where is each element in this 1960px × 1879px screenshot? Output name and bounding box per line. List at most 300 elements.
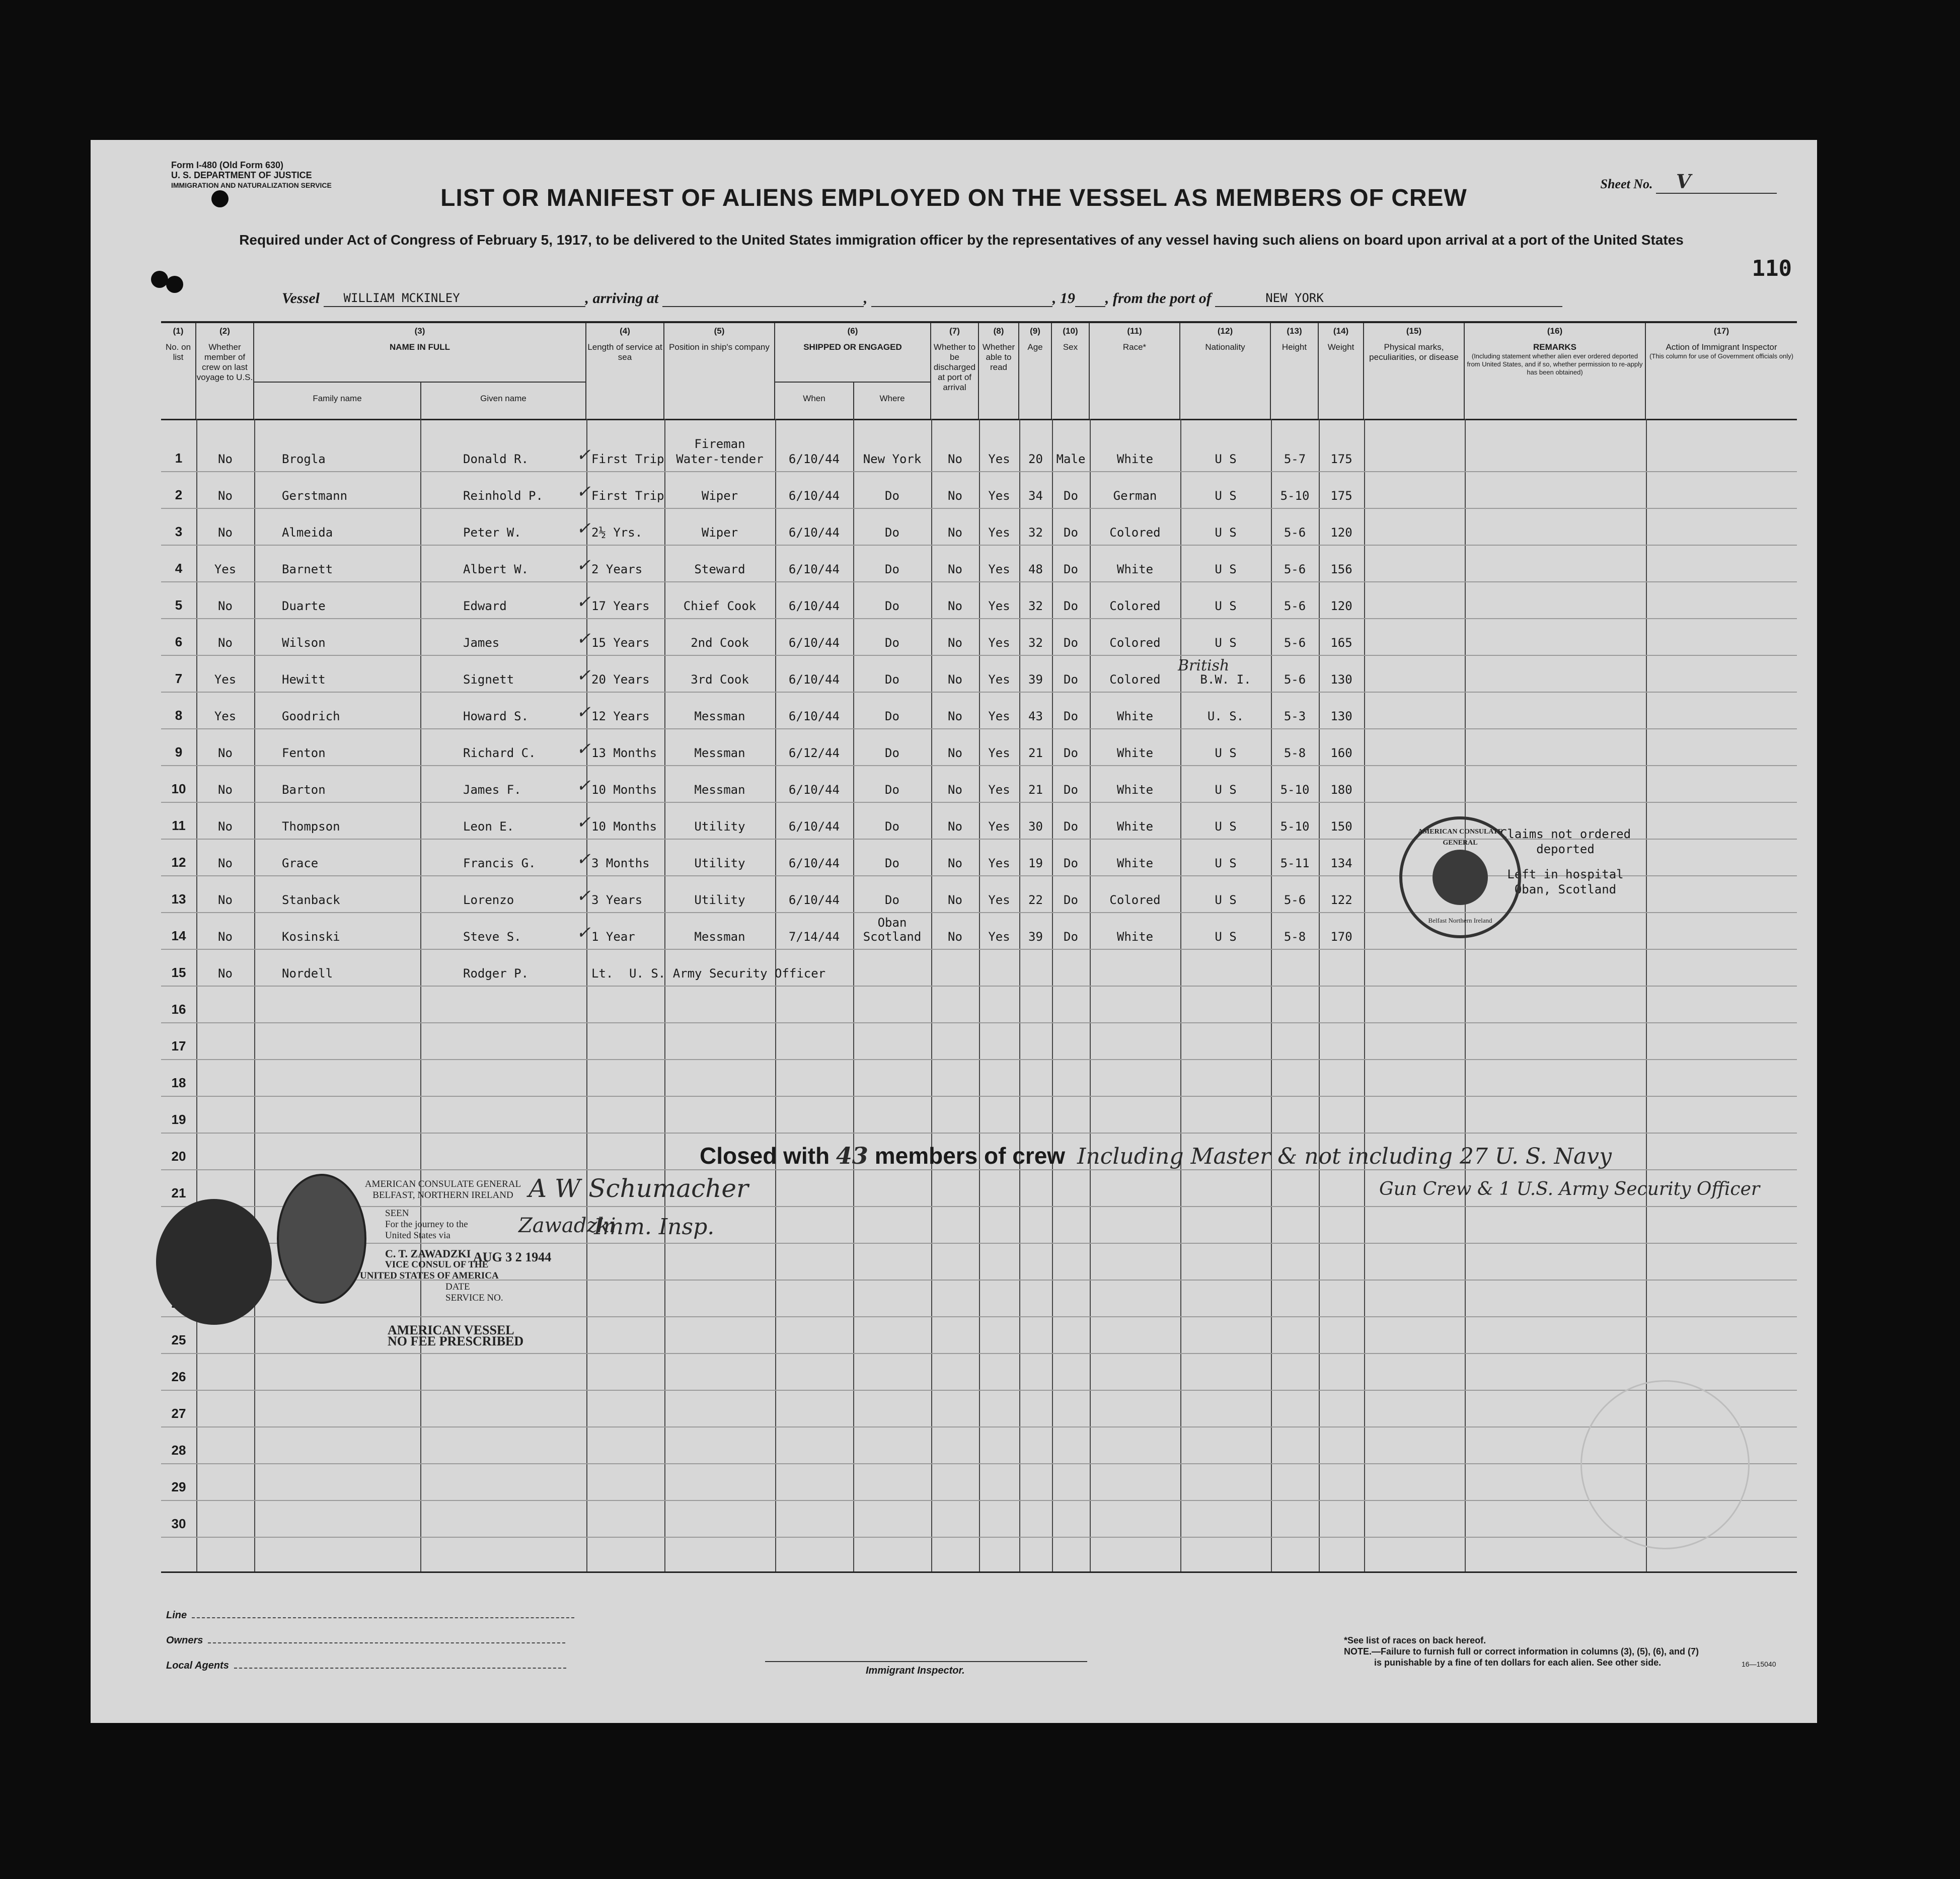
cell-last: No xyxy=(218,966,233,981)
cell-race: Colored xyxy=(1109,636,1161,650)
cell-when: 7/14/44 xyxy=(788,930,840,944)
cell-nat: U S xyxy=(1215,746,1237,760)
cell-nat: U S xyxy=(1215,893,1237,907)
cell-position-top: Fireman xyxy=(694,437,745,451)
cell-last: No xyxy=(218,856,233,870)
check-mark: ✓ xyxy=(576,629,591,649)
cell-nat: U. S. xyxy=(1207,709,1244,723)
cell-weight: 122 xyxy=(1330,893,1352,907)
cell-no: 7 xyxy=(175,671,183,686)
check-mark: ✓ xyxy=(576,886,591,906)
cell-given: Richard C. xyxy=(463,746,536,760)
cell-when: 6/10/44 xyxy=(788,709,840,723)
cell-height: 5-8 xyxy=(1284,746,1306,760)
cell-read: Yes xyxy=(988,709,1010,723)
table-row xyxy=(161,435,1797,472)
header-service: (4) Length of service at sea xyxy=(586,323,664,419)
cell-sex: Do xyxy=(1064,672,1078,687)
cell-age: 32 xyxy=(1028,599,1043,613)
cell-sex: Do xyxy=(1064,525,1078,540)
check-mark: ✓ xyxy=(576,776,591,796)
cell-race: White xyxy=(1116,562,1154,576)
cell-disch: No xyxy=(948,856,962,870)
cell-family: Wilson xyxy=(282,636,326,650)
cell-service: 10 Months xyxy=(591,819,657,834)
cell-last: No xyxy=(218,930,233,944)
cell-age: 30 xyxy=(1028,819,1043,834)
cell-race: White xyxy=(1116,930,1154,944)
cell-age: 34 xyxy=(1028,489,1043,503)
cell-no: 3 xyxy=(175,524,183,539)
cell-weight: 134 xyxy=(1330,856,1352,870)
cell-position: Utility xyxy=(694,893,745,907)
cell-given: Signett xyxy=(463,672,514,687)
cell-no: 29 xyxy=(171,1479,186,1494)
cell-last: No xyxy=(218,525,233,540)
cell-where: Do xyxy=(885,489,899,503)
cell-sex: Do xyxy=(1064,709,1078,723)
table-row xyxy=(161,1354,1797,1391)
cell-sex: Do xyxy=(1064,783,1078,797)
cell-disch: No xyxy=(948,452,962,466)
header-age: (9) Age xyxy=(1019,323,1052,419)
cell-nationality-note: British xyxy=(1178,657,1230,674)
table-row xyxy=(161,619,1797,656)
cell-age: 21 xyxy=(1028,783,1043,797)
cell-position: Messman xyxy=(694,746,745,760)
inspector-signature: A W Schumacher xyxy=(529,1174,748,1203)
footer xyxy=(161,1590,1797,1710)
table-row xyxy=(161,1501,1797,1538)
cell-nat: U S xyxy=(1215,562,1237,576)
cell-no: 8 xyxy=(175,708,183,723)
remarks-claims: Claims not ordered deported xyxy=(1499,827,1631,856)
cell-read: Yes xyxy=(988,562,1010,576)
header-remarks: (16) REMARKS (Including statement whether alien ever ordered deported from United States, and if so, whether permission to re-apply has been obtained) xyxy=(1465,323,1646,419)
cell-where: Do xyxy=(885,893,899,907)
cell-when: 6/10/44 xyxy=(788,452,840,466)
cell-age: 22 xyxy=(1028,893,1043,907)
cell-race: Colored xyxy=(1109,599,1161,613)
cell-given: Lorenzo xyxy=(463,893,514,907)
cell-when: 6/10/44 xyxy=(788,783,840,797)
table-row xyxy=(161,1023,1797,1060)
cell-age: 32 xyxy=(1028,525,1043,540)
cell-nat: U S xyxy=(1215,452,1237,466)
header-read: (8) Whether able to read xyxy=(979,323,1019,419)
cell-position: Chief Cook xyxy=(683,599,757,613)
cell-given: Donald R. xyxy=(463,452,529,466)
cell-no: 4 xyxy=(175,561,183,576)
table-row xyxy=(161,950,1797,987)
cell-read: Yes xyxy=(988,783,1010,797)
cell-age: 32 xyxy=(1028,636,1043,650)
cell-height: 5-6 xyxy=(1284,636,1306,650)
cell-weight: 175 xyxy=(1330,452,1352,466)
cell-service: 12 Years xyxy=(591,709,650,723)
cell-race: Colored xyxy=(1109,672,1161,687)
footer-owners: Owners xyxy=(166,1635,565,1646)
cell-disch: No xyxy=(948,672,962,687)
punch-hole xyxy=(166,276,183,293)
cell-when: 6/10/44 xyxy=(788,599,840,613)
punch-hole xyxy=(151,271,168,288)
footer-code: 16—15040 xyxy=(1742,1660,1776,1668)
cell-disch: No xyxy=(948,930,962,944)
cell-family: Barnett xyxy=(282,562,333,576)
cell-family: Thompson xyxy=(282,819,340,834)
consulate-stamp: AMERICAN CONSULATE GENERAL BELFAST, NORTHERN IRELAND SEEN For the journey to the United States via C. T. ZAWADZKI VICE CONSUL OF THE UNITED STATES OF AMERICA DATE SERVICE NO. xyxy=(360,1179,521,1303)
cell-last: No xyxy=(218,893,233,907)
consulate-round-stamp: AMERICAN CONSULATE GENERAL Belfast Northern Ireland xyxy=(1399,816,1521,938)
cell-height: 5-6 xyxy=(1284,672,1306,687)
vessel-stamp: AMERICAN VESSEL NO FEE PRESCRIBED xyxy=(388,1323,524,1348)
cell-given: Steve S. xyxy=(463,930,521,944)
cell-read: Yes xyxy=(988,746,1010,760)
cell-service: First Trip xyxy=(591,489,664,503)
cell-family: Gerstmann xyxy=(282,489,348,503)
cell-no: 20 xyxy=(171,1149,186,1164)
cell-service: 2½ Yrs. xyxy=(591,525,643,540)
cell-height: 5-10 xyxy=(1280,783,1310,797)
footer-notes: *See list of races on back hereof. NOTE.—Failure to furnish full or correct information in columns (3), (5), (6), and (7) is punishable by a fine of ten dollars for each alien. See other side. xyxy=(1344,1635,1699,1668)
cell-given: Albert W. xyxy=(463,562,529,576)
cell-sex: Do xyxy=(1064,819,1078,834)
cell-when: 6/10/44 xyxy=(788,562,840,576)
cell-nat: U S xyxy=(1215,599,1237,613)
cell-height: 5-6 xyxy=(1284,893,1306,907)
remarks-hospital: Left in hospital Oban, Scotland xyxy=(1507,867,1624,896)
cell-family: Hewitt xyxy=(282,672,326,687)
check-mark: ✓ xyxy=(576,665,591,686)
cell-age: 21 xyxy=(1028,746,1043,760)
cell-disch: No xyxy=(948,599,962,613)
header-physical: (15) Physical marks, peculiarities, or disease xyxy=(1364,323,1465,419)
cell-no: 18 xyxy=(171,1075,186,1090)
cell-no: 5 xyxy=(175,597,183,613)
date-field xyxy=(871,291,1052,307)
cell-read: Yes xyxy=(988,452,1010,466)
cell-nat: U S xyxy=(1215,783,1237,797)
cell-position: 3rd Cook xyxy=(691,672,749,687)
cell-disch: No xyxy=(948,489,962,503)
cell-race: White xyxy=(1116,709,1154,723)
cell-when: 6/10/44 xyxy=(788,672,840,687)
cell-no: 9 xyxy=(175,744,183,760)
cell-read: Yes xyxy=(988,893,1010,907)
cell-family: Nordell xyxy=(282,966,333,981)
cell-position: Water-tender xyxy=(676,452,764,466)
check-mark: ✓ xyxy=(576,812,591,833)
cell-service: 3 Years xyxy=(591,893,643,907)
cell-height: 5-3 xyxy=(1284,709,1306,723)
cell-position: Utility xyxy=(694,819,745,834)
cell-race: White xyxy=(1116,783,1154,797)
cell-weight: 170 xyxy=(1330,930,1352,944)
check-mark: ✓ xyxy=(576,592,591,612)
table-row xyxy=(161,729,1797,766)
cell-position-note: U. S. Army Security Officer xyxy=(629,966,826,981)
cell-no: 14 xyxy=(171,928,186,943)
table-row xyxy=(161,472,1797,509)
cell-last: Yes xyxy=(214,672,237,687)
cell-weight: 180 xyxy=(1330,783,1352,797)
cell-weight: 120 xyxy=(1330,525,1352,540)
cell-service: 20 Years xyxy=(591,672,650,687)
cell-family: Barton xyxy=(282,783,326,797)
cell-position: Wiper xyxy=(701,525,738,540)
cell-race: White xyxy=(1116,819,1154,834)
cell-service: 1 Year xyxy=(591,930,635,944)
cell-weight: 175 xyxy=(1330,489,1352,503)
cell-no: 17 xyxy=(171,1038,186,1054)
cell-weight: 130 xyxy=(1330,709,1352,723)
header-action: (17) Action of Immigrant Inspector (This column for use of Government officials only) xyxy=(1649,326,1793,360)
cell-disch: No xyxy=(948,783,962,797)
cell-given: Peter W. xyxy=(463,525,521,540)
cell-when: 6/10/44 xyxy=(788,856,840,870)
cell-read: Yes xyxy=(988,819,1010,834)
cell-service: 15 Years xyxy=(591,636,650,650)
header-no: (1) No. on list xyxy=(161,323,196,419)
cell-where: Do xyxy=(885,562,899,576)
cell-height: 5-8 xyxy=(1284,930,1306,944)
page-subtitle: Required under Act of Congress of February 5, 1917, to be delivered to the United States immigration officer by the representatives of any vessel having such aliens on board upon arrival at a port of the United States xyxy=(239,232,1684,248)
cell-last: No xyxy=(218,636,233,650)
cell-disch: No xyxy=(948,709,962,723)
cell-race: German xyxy=(1113,489,1157,503)
wax-seal xyxy=(156,1199,272,1325)
cell-sex: Do xyxy=(1064,930,1078,944)
cell-disch: No xyxy=(948,562,962,576)
cell-family: Almeida xyxy=(282,525,333,540)
cell-nat: U S xyxy=(1215,489,1237,503)
cell-disch: No xyxy=(948,746,962,760)
cell-family: Goodrich xyxy=(282,709,340,723)
cell-height: 5-6 xyxy=(1284,525,1306,540)
cell-sex: Do xyxy=(1064,746,1078,760)
cell-height: 5-10 xyxy=(1280,819,1310,834)
cell-no: 12 xyxy=(171,855,186,870)
cell-age: 43 xyxy=(1028,709,1043,723)
cell-position: Messman xyxy=(694,783,745,797)
header-last-voyage: (2) Whether member of crew on last voyage to U.S. xyxy=(196,323,254,419)
cell-given: Edward xyxy=(463,599,507,613)
consulate-date: AUG 3 2 1944 xyxy=(473,1250,552,1264)
cell-no: 6 xyxy=(175,634,183,649)
table-row xyxy=(161,656,1797,693)
cell-sex: Do xyxy=(1064,636,1078,650)
cell-last: Yes xyxy=(214,709,237,723)
cell-when: 6/10/44 xyxy=(788,525,840,540)
check-mark: ✓ xyxy=(576,518,591,539)
header-height: (13) Height xyxy=(1271,323,1319,419)
footer-agents: Local Agents xyxy=(166,1660,566,1672)
cell-weight: 156 xyxy=(1330,562,1352,576)
header-nationality: (12) Nationality xyxy=(1180,323,1271,419)
cell-read: Yes xyxy=(988,599,1010,613)
cell-position: Messman xyxy=(694,709,745,723)
cell-age: 19 xyxy=(1028,856,1043,870)
header-discharged: (7) Whether to be discharged at port of arrival xyxy=(931,323,979,419)
cell-given: James F. xyxy=(463,783,521,797)
cell-no: 26 xyxy=(171,1369,186,1384)
table-row xyxy=(161,1097,1797,1134)
cell-nat: U S xyxy=(1215,525,1237,540)
check-mark: ✓ xyxy=(576,923,591,943)
cell-last: No xyxy=(218,783,233,797)
table-row xyxy=(161,1464,1797,1501)
cell-position: 2nd Cook xyxy=(691,636,749,650)
cell-when: 6/12/44 xyxy=(788,746,840,760)
table-row xyxy=(161,1427,1797,1464)
header-position: (5) Position in ship's company xyxy=(664,323,775,419)
table-row xyxy=(161,766,1797,803)
cell-sex: Male xyxy=(1056,452,1086,466)
cell-last: No xyxy=(218,819,233,834)
cell-where: New York xyxy=(863,452,922,466)
cell-where: Do xyxy=(885,709,899,723)
cell-disch: No xyxy=(948,893,962,907)
cell-service: Lt. xyxy=(591,966,614,981)
header-sex: (10) Sex xyxy=(1052,323,1090,419)
cell-no: 10 xyxy=(171,781,186,796)
cell-read: Yes xyxy=(988,930,1010,944)
handwritten-note-2: Gun Crew & 1 U.S. Army Security Officer xyxy=(1379,1179,1760,1199)
cell-read: Yes xyxy=(988,525,1010,540)
cell-height: 5-10 xyxy=(1280,489,1310,503)
cell-height: 5-7 xyxy=(1284,452,1306,466)
cell-sex: Do xyxy=(1064,893,1078,907)
cell-nat: B.W. I. xyxy=(1200,672,1251,687)
table-row xyxy=(161,1391,1797,1427)
cell-height: 5-6 xyxy=(1284,562,1306,576)
cell-position: Messman xyxy=(694,930,745,944)
cell-service: 13 Months xyxy=(591,746,657,760)
manifest-sheet xyxy=(91,140,1817,1723)
cell-race: Colored xyxy=(1109,893,1161,907)
cell-nat: U S xyxy=(1215,819,1237,834)
cell-weight: 160 xyxy=(1330,746,1352,760)
cell-nat: U S xyxy=(1215,856,1237,870)
cell-family: Fenton xyxy=(282,746,326,760)
cell-where: Do xyxy=(885,819,899,834)
cell-given: Francis G. xyxy=(463,856,536,870)
cell-age: 20 xyxy=(1028,452,1043,466)
cell-race: White xyxy=(1116,452,1154,466)
cell-when: 6/10/44 xyxy=(788,893,840,907)
cell-given: Rodger P. xyxy=(463,966,529,981)
cell-family: Brogla xyxy=(282,452,326,466)
cell-race: White xyxy=(1116,746,1154,760)
header-name: (3) NAME IN FULL Family name Given name xyxy=(254,323,586,419)
cell-last: Yes xyxy=(214,562,237,576)
cell-read: Yes xyxy=(988,636,1010,650)
closed-statement: Closed with 43 members of crew xyxy=(700,1142,1066,1169)
footer-line: Line xyxy=(166,1610,574,1621)
cell-family: Kosinski xyxy=(282,930,340,944)
cell-no: 13 xyxy=(171,891,186,907)
cell-no: 28 xyxy=(171,1443,186,1458)
table-row xyxy=(161,1060,1797,1097)
cell-where: Do xyxy=(885,599,899,613)
table-row xyxy=(161,987,1797,1023)
cell-where: Do xyxy=(885,525,899,540)
cell-family: Grace xyxy=(282,856,319,870)
cell-when: 6/10/44 xyxy=(788,636,840,650)
check-mark: ✓ xyxy=(576,482,591,502)
table-row xyxy=(161,913,1797,950)
cell-family: Duarte xyxy=(282,599,326,613)
from-port-field: NEW YORK xyxy=(1215,291,1562,307)
cell-where: Do xyxy=(885,783,899,797)
cell-height: 5-6 xyxy=(1284,599,1306,613)
faint-embossed-seal xyxy=(1580,1380,1750,1549)
check-mark: ✓ xyxy=(576,555,591,575)
table-row xyxy=(161,546,1797,582)
table-row xyxy=(161,693,1797,729)
check-mark: ✓ xyxy=(576,445,591,465)
cell-read: Yes xyxy=(988,672,1010,687)
cell-position: Wiper xyxy=(701,489,738,503)
cell-disch: No xyxy=(948,525,962,540)
cell-where: Do xyxy=(885,746,899,760)
cell-sex: Do xyxy=(1064,856,1078,870)
header-race: (11) Race* xyxy=(1090,323,1180,419)
check-mark: ✓ xyxy=(576,739,591,759)
cell-read: Yes xyxy=(988,856,1010,870)
cell-position: Utility xyxy=(694,856,745,870)
cell-service: 10 Months xyxy=(591,783,657,797)
cell-given: Reinhold P. xyxy=(463,489,543,503)
table-row xyxy=(161,582,1797,619)
cell-disch: No xyxy=(948,636,962,650)
cell-position: Steward xyxy=(694,562,745,576)
cell-service: 17 Years xyxy=(591,599,650,613)
cell-where: Do xyxy=(885,856,899,870)
cell-last: No xyxy=(218,746,233,760)
cell-where-top: Oban xyxy=(877,916,907,930)
cell-no: 30 xyxy=(171,1516,186,1531)
crew-table xyxy=(161,321,1797,1573)
cell-height: 5-11 xyxy=(1280,856,1310,870)
cell-race: White xyxy=(1116,856,1154,870)
cell-read: Yes xyxy=(988,489,1010,503)
cell-where: Do xyxy=(885,636,899,650)
cell-sex: Do xyxy=(1064,489,1078,503)
vessel-line: Vessel WILLIAM MCKINLEY , arriving at , , 19 , from the port of NEW YORK xyxy=(282,290,1562,307)
table-row xyxy=(161,509,1797,546)
cell-where: Do xyxy=(885,672,899,687)
inspector-title: Imm. Insp. xyxy=(594,1214,715,1240)
cell-given: Leon E. xyxy=(463,819,514,834)
cell-family: Stanback xyxy=(282,893,340,907)
header-shipped: (6) SHIPPED OR ENGAGED When Where xyxy=(775,323,931,419)
handwritten-note-1: Including Master & not including 27 U. S. Navy xyxy=(1077,1144,1612,1169)
check-mark: ✓ xyxy=(576,702,591,722)
footer-inspector-label: Immigrant Inspector. xyxy=(866,1665,965,1676)
cell-age: 48 xyxy=(1028,562,1043,576)
cell-service: 2 Years xyxy=(591,562,643,576)
cell-no: 25 xyxy=(171,1332,186,1347)
arriving-field xyxy=(662,291,864,307)
cell-no: 1 xyxy=(175,450,183,466)
cell-no: 15 xyxy=(171,965,186,980)
check-mark: ✓ xyxy=(576,849,591,869)
inspector-signature-line xyxy=(765,1661,1087,1662)
form-identifier: Form I-480 (Old Form 630) U. S. DEPARTMENT OF JUSTICE IMMIGRATION AND NATURALIZATION SERVICE xyxy=(171,160,332,189)
crew-rows xyxy=(161,420,1797,1571)
